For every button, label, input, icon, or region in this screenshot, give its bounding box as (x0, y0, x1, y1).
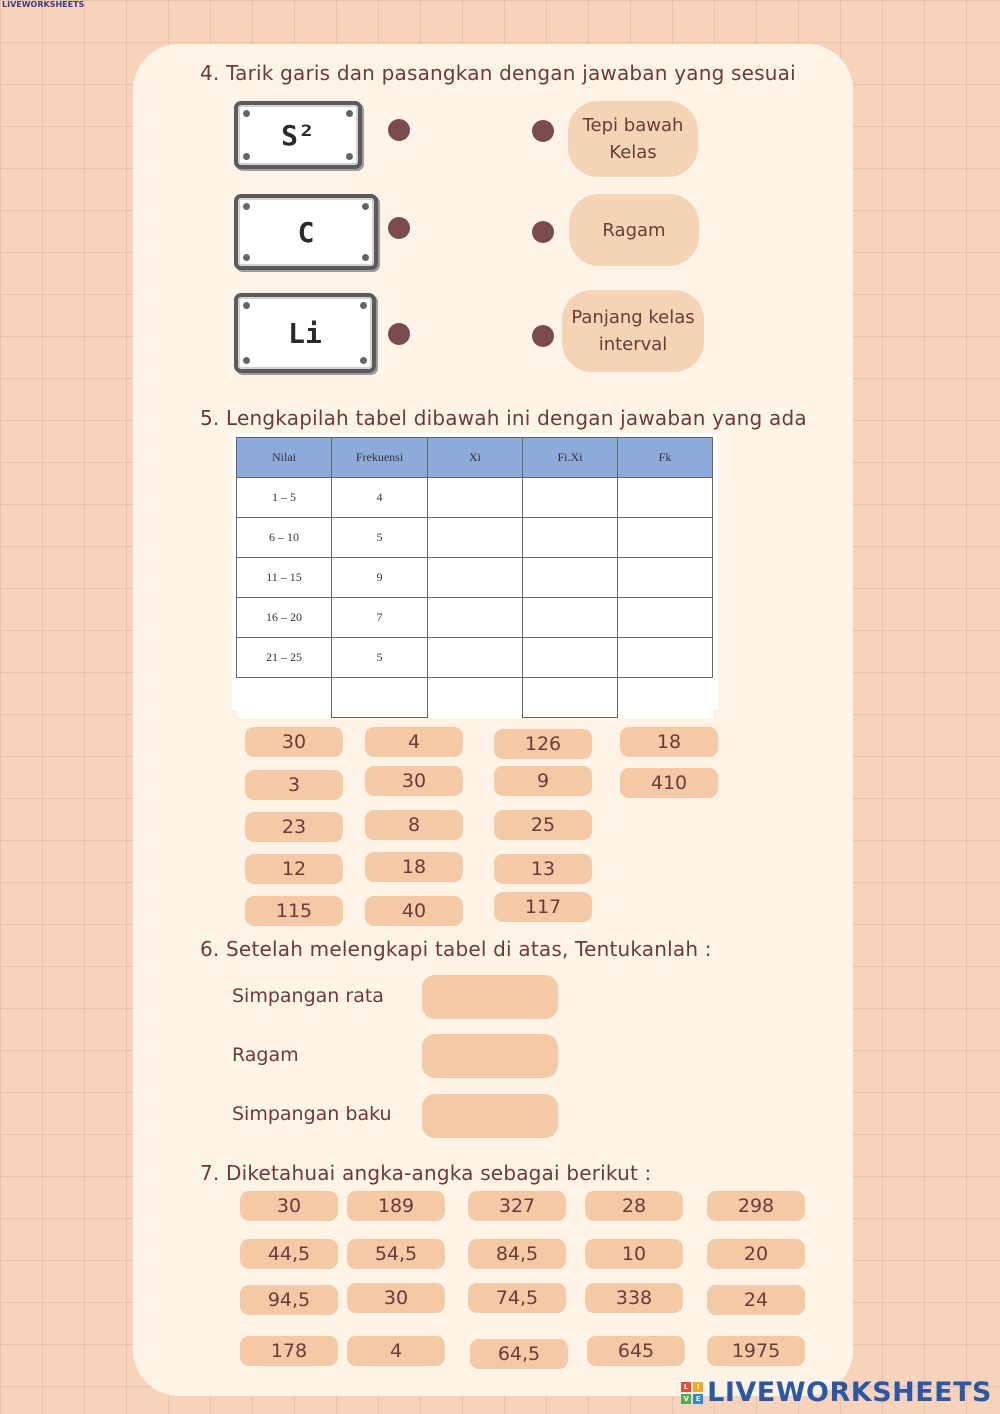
input-fixi[interactable] (523, 518, 618, 558)
table-total-row (237, 678, 713, 718)
answer-chip[interactable]: 645 (587, 1336, 685, 1366)
answer-chip[interactable]: 40 (365, 896, 463, 926)
cell-nilai: 6 – 10 (237, 518, 332, 558)
total-xi-cell (428, 678, 523, 718)
input-xi[interactable] (428, 638, 523, 678)
plate-c (234, 194, 378, 270)
logo-square: V (681, 1394, 691, 1404)
table-row (237, 598, 713, 638)
plate-label: C (297, 215, 315, 249)
answer-chip[interactable]: 54,5 (347, 1239, 445, 1269)
answer-chip[interactable]: 25 (494, 810, 592, 840)
answer-box-simpangan-rata[interactable] (422, 975, 558, 1019)
answer-chip[interactable]: 28 (585, 1191, 683, 1221)
liveworksheets-logo (681, 1377, 992, 1408)
answer-chip[interactable]: 115 (245, 896, 343, 926)
answer-chip[interactable]: 117 (494, 892, 592, 922)
cell-frekuensi: 7 (332, 598, 428, 638)
logo-square: I (693, 1382, 703, 1392)
label-ragam: Ragam (232, 1044, 299, 1066)
total-label-cell (237, 678, 332, 718)
cell-frekuensi: 4 (332, 478, 428, 518)
table-header-row (237, 438, 713, 478)
logo-square: L (681, 1382, 691, 1392)
header-frekuensi: Frekuensi (332, 438, 428, 478)
answer-chip[interactable]: 410 (620, 768, 718, 798)
answer-chip[interactable]: 178 (240, 1336, 338, 1366)
watermark-top: LIVEWORKSHEETS (2, 0, 85, 9)
answer-chip[interactable]: 189 (347, 1191, 445, 1221)
table-row (237, 558, 713, 598)
table-row (237, 478, 713, 518)
total-fk-cell (618, 678, 713, 718)
match-dot-right-2[interactable] (532, 221, 554, 243)
answer-ragam (569, 194, 699, 266)
answer-box-simpangan-baku[interactable] (422, 1094, 558, 1138)
cell-nilai: 16 – 20 (237, 598, 332, 638)
cell-nilai: 11 – 15 (237, 558, 332, 598)
answer-chip[interactable]: 20 (707, 1239, 805, 1269)
answer-chip[interactable]: 23 (245, 812, 343, 842)
answer-chip[interactable]: 30 (347, 1283, 445, 1313)
answer-chip[interactable]: 3 (245, 770, 343, 800)
q5-title: 5. Lengkapilah tabel dibawah ini dengan jawaban yang ada (200, 406, 807, 430)
answer-chip[interactable]: 10 (585, 1239, 683, 1269)
answer-chip[interactable]: 18 (620, 727, 718, 757)
plate-label: S² (281, 118, 315, 152)
answer-chip[interactable]: 24 (707, 1285, 805, 1315)
answer-panjang-kelas-interval (562, 290, 704, 372)
match-dot-right-3[interactable] (532, 325, 554, 347)
input-fixi[interactable] (523, 638, 618, 678)
answer-chip[interactable]: 64,5 (470, 1339, 568, 1369)
answer-chip[interactable]: 74,5 (468, 1283, 566, 1313)
answer-chip[interactable]: 44,5 (240, 1239, 338, 1269)
input-total-frekuensi[interactable] (332, 678, 428, 718)
input-xi[interactable] (428, 558, 523, 598)
input-fixi[interactable] (523, 478, 618, 518)
logo-square: E (693, 1394, 703, 1404)
input-xi[interactable] (428, 598, 523, 638)
q4-title: 4. Tarik garis dan pasangkan dengan jawaban yang sesuai (200, 61, 796, 85)
table-row (237, 518, 713, 558)
cell-frekuensi: 5 (332, 518, 428, 558)
plate-li (234, 293, 376, 373)
answer-chip[interactable]: 94,5 (240, 1285, 338, 1315)
answer-box-ragam[interactable] (422, 1034, 558, 1078)
input-fk[interactable] (618, 638, 713, 678)
header-nilai: Nilai (237, 438, 332, 478)
input-xi[interactable] (428, 478, 523, 518)
input-fk[interactable] (618, 558, 713, 598)
cell-nilai: 21 – 25 (237, 638, 332, 678)
answer-chip[interactable]: 9 (494, 766, 592, 796)
match-dot-left-3[interactable] (388, 323, 410, 345)
match-dot-left-2[interactable] (388, 217, 410, 239)
header-fk: Fk (618, 438, 713, 478)
cell-frekuensi: 5 (332, 638, 428, 678)
match-dot-right-1[interactable] (532, 120, 554, 142)
label-simpangan-baku: Simpangan baku (232, 1103, 392, 1125)
answer-chip[interactable]: 4 (347, 1336, 445, 1366)
input-total-fixi[interactable] (523, 678, 618, 718)
answer-chip[interactable]: 298 (707, 1191, 805, 1221)
logo-text: LIVEWORKSHEETS (707, 1377, 992, 1408)
answer-chip[interactable]: 1975 (707, 1336, 805, 1366)
plate-s2 (234, 101, 362, 169)
answer-chip[interactable]: 30 (240, 1191, 338, 1221)
answer-chip[interactable]: 338 (585, 1283, 683, 1313)
answer-label: Panjang kelas interval (571, 307, 695, 355)
answer-label: Tepi bawah Kelas (582, 115, 684, 163)
answer-chip[interactable]: 84,5 (468, 1239, 566, 1269)
q7-title: 7. Diketahuai angka-angka sebagai berikut : (200, 1161, 652, 1185)
answer-chip[interactable]: 18 (365, 852, 463, 882)
answer-chip[interactable]: 12 (245, 854, 343, 884)
liveworksheets-logo-icon (681, 1382, 703, 1404)
input-fk[interactable] (618, 478, 713, 518)
label-simpangan-rata: Simpangan rata (232, 985, 384, 1007)
input-fixi[interactable] (523, 558, 618, 598)
plate-label: Li (288, 316, 322, 350)
cell-frekuensi: 9 (332, 558, 428, 598)
match-dot-left-1[interactable] (388, 119, 410, 141)
answer-chip[interactable]: 327 (468, 1191, 566, 1221)
answer-label: Ragam (602, 219, 666, 241)
answer-tepi-bawah-kelas (568, 101, 698, 177)
answer-chip[interactable]: 4 (365, 727, 463, 757)
q6-title: 6. Setelah melengkapi tabel di atas, Tentukanlah : (200, 937, 712, 961)
header-xi: Xi (428, 438, 523, 478)
input-fk[interactable] (618, 518, 713, 558)
answer-chip[interactable]: 126 (494, 729, 592, 759)
table-row (237, 638, 713, 678)
answer-chip[interactable]: 30 (245, 727, 343, 757)
answer-chip[interactable]: 13 (494, 854, 592, 884)
frequency-table (236, 437, 713, 718)
header-fixi: Fi.Xi (523, 438, 618, 478)
cell-nilai: 1 – 5 (237, 478, 332, 518)
input-xi[interactable] (428, 518, 523, 558)
input-fixi[interactable] (523, 598, 618, 638)
input-fk[interactable] (618, 598, 713, 638)
answer-chip[interactable]: 30 (365, 766, 463, 796)
answer-chip[interactable]: 8 (365, 810, 463, 840)
